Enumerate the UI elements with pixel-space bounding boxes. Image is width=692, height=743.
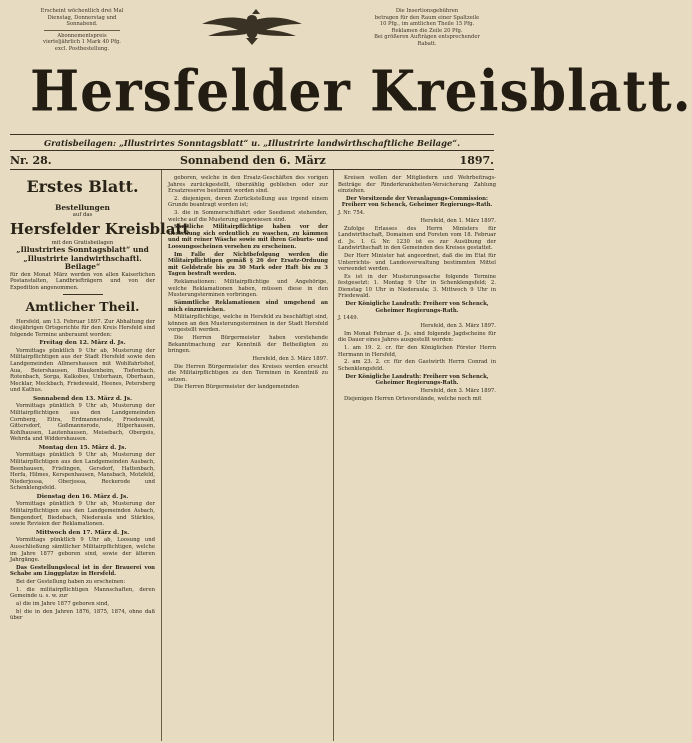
date-heading: Montag den 15. März d. Js. [38, 444, 127, 451]
masthead-subtitle: Gratisbeilagen: „Illustrirtes Sonntagsblatt“ u. „Illustrirte landwirthschaftliche Beilage“. [43, 138, 461, 148]
info-line: Abonnementspreis [57, 32, 107, 39]
paragraph: Bei der Gestellung haben zu erscheinen: [16, 579, 126, 586]
paragraph: Diejenigen Herren Ortsvorstände, welche noch mit [344, 395, 482, 402]
divider [10, 169, 494, 170]
paragraph: Reklamationen: Militairpflichtige und Angehörige, welche Reklamationen haben, müssen diese in den Musterungsterminen vorbringen. [168, 279, 328, 299]
notice-title: Hersfelder Kreisblatt [10, 219, 190, 238]
info-line: Reklamen die Zeile 20 Pfg. [391, 27, 463, 34]
paragraph: Militairpflichtige, welche in Hersfeld zu beschäftigt sind, können an den Musterungsterminen in der Stadt Hersfeld vorgestellt werden. [168, 314, 328, 334]
reference-number: J. Nr. 754. [338, 210, 365, 217]
column-divider [333, 170, 334, 741]
divider [10, 134, 494, 135]
paragraph: Die Herren Bürgermeister des Kreises werden ersucht die Militairpflichtigen zu den Terminen in Kenntniß zu setzen. [168, 363, 328, 383]
paragraph: Sämtliche Militairpflichtige haben vor der Gestellung sich ordentlich zu waschen, zu kämmen und mit reiner Wäsche sowie mit ihren Geburts- und Loosungsscheinen versehen zu erscheinen. [168, 224, 328, 251]
section-heading: Erstes Blatt. [26, 177, 139, 196]
paragraph: Vormittags pünktlich 9 Uhr ab, Musterung der Militairpflichtigen aus der Stadt Hersfeld sowie den Landgemeinden Allmershausen mit Wohlfahrtshof, Aua, Beiershausen, Blaukenheim, Tiefenbach, Rotenbach, Sorga, Kalkobes, Unterhaun, Oberhaun, Mecklar, Meckbach, Friedewald, Heenes, Petersberg und Kathus. [10, 347, 155, 394]
paragraph: 3. die in Sommerschiffahrt oder Seedienst stehenden, welche auf die Musterung angewiesen sind. [168, 210, 328, 223]
paragraph: Die Herren Bürgermeister haben vorstehende Bekanntmachung zur Kenntniß der Betheiligten zu bringen. [168, 335, 328, 355]
signature: Der Königliche Landrath: Freiherr von Schenck, Geheimer Regierungs-Rath. [345, 373, 489, 387]
paragraph: geboren, welche in den Ersatz-Geschäften des vorigen Jahres zurückgestellt, überzählig geblieben oder zur Ersatzreserve bestimmt worden sind. [168, 175, 328, 195]
paragraph: Zufolge Erlasses des Herrn Ministers für Landwirthschaft, Domainen und Forsten vom 18. Februar d. Js. I. G. Nr. 1230 ist es zur Ausübung der Landwirthschaft in den Gemeinden des Kreises gestattet. [338, 225, 496, 252]
dateline [10, 154, 494, 168]
newspaper-title: Hersfelder Kreisblatt. [30, 58, 692, 125]
dateline: Hersfeld, den 3. März 1897. [420, 388, 496, 395]
info-line: Erscheint wöchentlich drei Mal [40, 8, 124, 14]
reference-number: J. 1449. [338, 315, 359, 322]
issue-year: 1897. [459, 154, 494, 167]
paragraph: Hersfeld, am 13. Februar 1897. Zur Abhaltung der diesjährigen Ortsgerichte für den Kreis Hersfeld sind folgende Termine anberaumt worden: [10, 318, 155, 338]
info-line: vierteljährlich 1 Mark 40 Pfg. [43, 39, 121, 46]
paragraph: Das Gestellungslocal ist in der Brauerei von Schabe am Linggplatze in Hersfeld. [10, 564, 155, 578]
date-heading: Sonnabend den 13. März d. Js. [33, 395, 132, 402]
paragraph: 1. die militairpflichtigen Mannschaften, deren Gemeinde u. s. w. zur [10, 586, 155, 600]
paragraph: Der Herr Minister hat angeordnet, daß die im Etat für Unterrichts- und Landesverwaltung bestimmten Mittel verwendet werden. [338, 252, 496, 273]
paragraph: Vormittags pünktlich 9 Uhr ab, Loosung und Ausschließung sämtlicher Militairpflichtigen, welche im Jahre 1877 geboren sind, sowie der älteren Jahrgänge. [10, 537, 155, 564]
date-heading: Mittwoch den 17. März d. Js. [35, 529, 130, 536]
paragraph: a) die im Jahre 1877 geboren sind, [16, 601, 110, 608]
info-line: betragen für den Raum einer Spaltzeile [374, 14, 480, 21]
masthead-info-right [372, 8, 482, 48]
column-3 [338, 175, 496, 741]
divider [10, 150, 494, 151]
notice-text: auf das [72, 212, 93, 218]
paragraph: Vormittags pünktlich 9 Uhr ab, Musterung der Militairpflichtigen aus den Landgemeinden Cornberg, Eitra, Erdmannsrode, Friedewald, Gittersdorf, Goßmannsrode, Hilperhausen, Kohlhausen, Lautenhausen, Meisebach, Obergeis, Wehrda und Widdershausen. [10, 403, 155, 443]
paragraph: Vormittags pünktlich 9 Uhr ab, Musterung der Militairpflichtigen aus den Landgemeinden Ausbach, Beenhausen, Frielingen, Gersdorf, Hattenbach, Herfa, Hilmes, Kerspenhausen, Mansbach, Motzfeld, Niederjossa, Oberjossa, Reckerode und Schenklengsfeld. [10, 452, 155, 492]
masthead-info-left [32, 8, 132, 53]
paragraph: Im Falle der Nichtbefolgung werden die Militairpflichtigen gemäß § 26 der Ersatz-Ordnung mit Geldstrafe bis zu 30 Mark oder Haft bis zu 3 Tagen bestraft werden. [168, 251, 328, 278]
notice-text: für den Monat März werden von allen Kaiserlichen Postanstalten, Landbriefträgern und von der Expedition angenommen. [10, 271, 155, 291]
paragraph: Vormittags pünktlich 9 Uhr ab, Musterung der Militairpflichtigen aus den Landgemeinden Asbach, Bengendorf, Biedebach, Niederaula und Stärklos, sowie Revision der Reklamationen. [10, 501, 155, 528]
dateline-signature: Hersfeld, den 3. März 1897. [252, 355, 328, 362]
info-line: Dienstag, Donnerstag und Sonnabend. [47, 14, 117, 28]
paragraph: Die Herren Bürgermeister der landgemeinden [174, 384, 299, 391]
signature: Der Königliche Landrath: Freiherr von Schenck, Geheimer Regierungs-Rath. [345, 301, 489, 314]
issue-number: Nr. 28. [10, 154, 52, 167]
paragraph: Es ist in der Musterungssache folgende Termine festgesetzt: 1. Montag 9 Uhr in Schenklengsfeld; 2. Dienstag 10 Uhr in Niederaula; 3. Mittwoch 9 Uhr in Friedewald. [338, 273, 496, 300]
paragraph: b) die in den Jahren 1876, 1875, 1874, ohne daß über [10, 608, 155, 622]
date-heading: Dienstag den 16. März d. Js. [36, 493, 129, 500]
eagle-emblem-icon [198, 6, 306, 46]
section-heading: Amtlicher Theil. [25, 298, 140, 314]
paragraph: Kreisen wollen der Mitgliedern und Wehrbeitrags-Beiträge der Rinderkrankheiten-Versicherung Zahlung einziehen. [338, 175, 496, 195]
notice-beilage: „Illustrirtes Sonntagsblatt“ und „Illustrirte landwirthschaftl. Beilage“ [16, 245, 149, 272]
column-2 [168, 175, 328, 741]
info-line: Rabatt. [417, 40, 437, 47]
paragraph: Im Monat Februar d. Js. sind folgende Jagdscheine für die Dauer eines Jahres ausgestellt worden: [338, 330, 496, 344]
info-line: Die Insertionsgebühren [395, 8, 459, 14]
notice-heading: Bestellungen [55, 203, 110, 212]
issue-date: Sonnabend den 6. März [180, 154, 326, 167]
info-line: 10 Pfg., im amtlichen Theile 15 Pfg. [379, 21, 475, 28]
info-line: excl. Postbestellung. [54, 45, 110, 52]
column-1 [10, 175, 190, 741]
dateline: Hersfeld, den 3. März 1897. [420, 323, 496, 330]
paragraph: 2. diejenigen, deren Zurückstellung aus irgend einem Grunde beantragt worden ist; [168, 195, 328, 209]
info-line: Bei größeren Aufträgen entsprechender [374, 34, 480, 41]
signature: Der Vorsitzende der Veranlagungs-Commission: Freiherr von Schenck, Geheimer Regierungs-Rath. [341, 195, 493, 209]
paragraph: Sämmtliche Reklamationen sind umgehend an mich einzureichen. [168, 299, 328, 313]
paragraph: 2. am 23. 2. cr. für den Gastwirth Herrn Conrad in Schenklengsfeld. [338, 359, 496, 373]
notice-text: mit den Gratisbeilagen [51, 239, 114, 246]
paragraph: 1. am 19. 2. cr. für den Königlichen Förster Herrn Hermann in Hersfeld, [338, 345, 496, 358]
column-divider [161, 170, 162, 741]
dateline: Hersfeld, den 1. März 1897. [420, 217, 496, 224]
date-heading: Freitag den 12. März d. Js. [39, 340, 126, 347]
